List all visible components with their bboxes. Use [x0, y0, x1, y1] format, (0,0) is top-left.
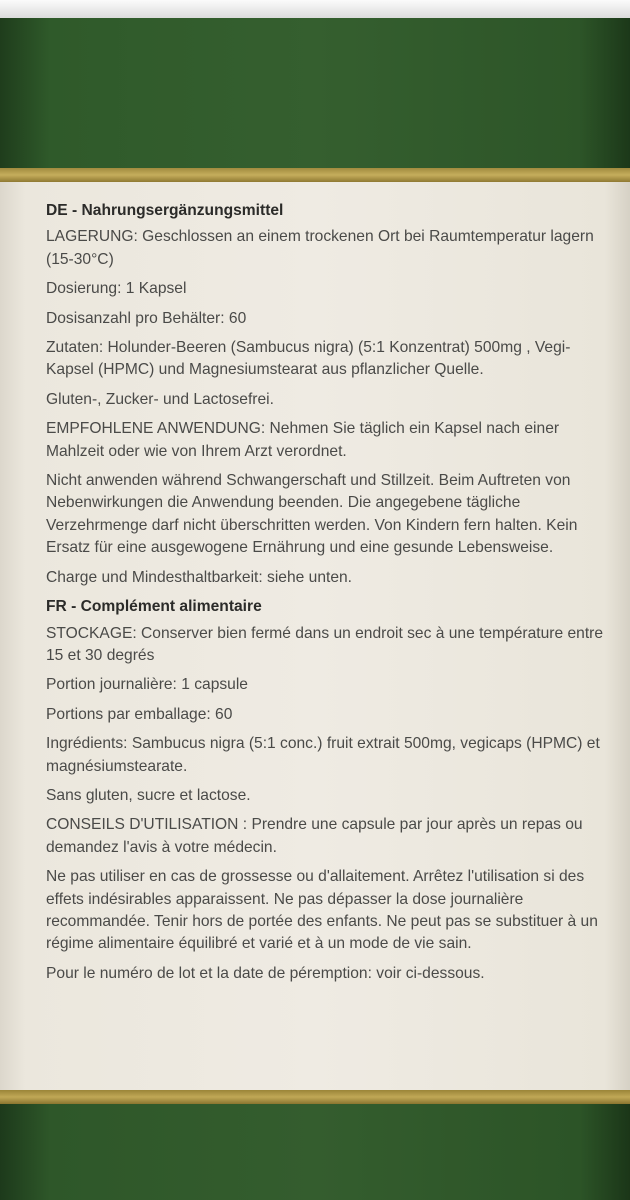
fr-ingredients: Ingrédients: Sambucus nigra (5:1 conc.) fruit extrait 500mg, vegicaps (HPMC) et magnésiumstearate.	[46, 735, 600, 775]
de-heading: DE - Nahrungsergänzungsmittel	[46, 202, 284, 219]
de-free-from: Gluten-, Zucker- und Lactosefrei.	[46, 390, 274, 408]
fr-portions-per-pack: Portions par emballage: 60	[46, 705, 233, 723]
fr-free-from: Sans gluten, sucre et lactose.	[46, 786, 251, 804]
de-ingredients: Zutaten: Holunder-Beeren (Sambucus nigra) (5:1 Konzentrat) 500mg , Vegi-Kapsel (HPMC) und Magnesiumstearat aus pflanzlicher Quelle.	[46, 339, 571, 379]
green-band-bottom	[0, 1104, 630, 1200]
fr-usage-advice: CONSEILS D'UTILISATION : Prendre une capsule par jour après un repas ou demandez l'avis à votre médecin.	[46, 816, 583, 856]
de-batch-info: Charge und Mindesthaltbarkeit: siehe unten.	[46, 568, 353, 586]
gold-stripe-bottom	[0, 1090, 630, 1104]
product-label-text	[46, 200, 612, 992]
de-warnings: Nicht anwenden während Schwangerschaft und Stillzeit. Beim Auftreten von Nebenwirkungen die Anwendung beenden. Die angegebene tägliche Verzehrmenge darf nicht überschritten werden. Von Kindern fern halten. Kein Ersatz für eine ausgewogene Ernährung und eine gesunde Lebensweise.	[46, 472, 578, 557]
de-doses-per-container: Dosisanzahl pro Behälter: 60	[46, 309, 247, 327]
fr-daily-portion: Portion journalière: 1 capsule	[46, 676, 248, 694]
fr-storage: STOCKAGE: Conserver bien fermé dans un endroit sec à une température entre 15 et 30 degrés	[46, 624, 604, 664]
de-recommended-use: EMPFOHLENE ANWENDUNG: Nehmen Sie täglich ein Kapsel nach einer Mahlzeit oder wie von Ihrem Arzt verordnet.	[46, 420, 560, 460]
de-storage: LAGERUNG: Geschlossen an einem trockenen Ort bei Raumtemperatur lagern (15-30°C)	[46, 228, 594, 268]
fr-batch-info: Pour le numéro de lot et la date de péremption: voir ci-dessous.	[46, 964, 485, 982]
fr-heading: FR - Complément alimentaire	[46, 598, 262, 616]
gold-stripe-top	[0, 168, 630, 182]
box-lid-edge	[0, 0, 630, 18]
fr-warnings: Ne pas utiliser en cas de grossesse ou d'allaitement. Arrêtez l'utilisation si des effets indésirables apparaissent. Ne pas dépasser la dose journalière recommandée. Tenir hors de portée des enfants. Ne peut pas se substituer à un régime alimentaire équilibré et varié et à un mode de vie sain.	[46, 868, 598, 953]
de-dosage: Dosierung: 1 Kapsel	[46, 280, 187, 298]
green-band-top	[0, 18, 630, 168]
